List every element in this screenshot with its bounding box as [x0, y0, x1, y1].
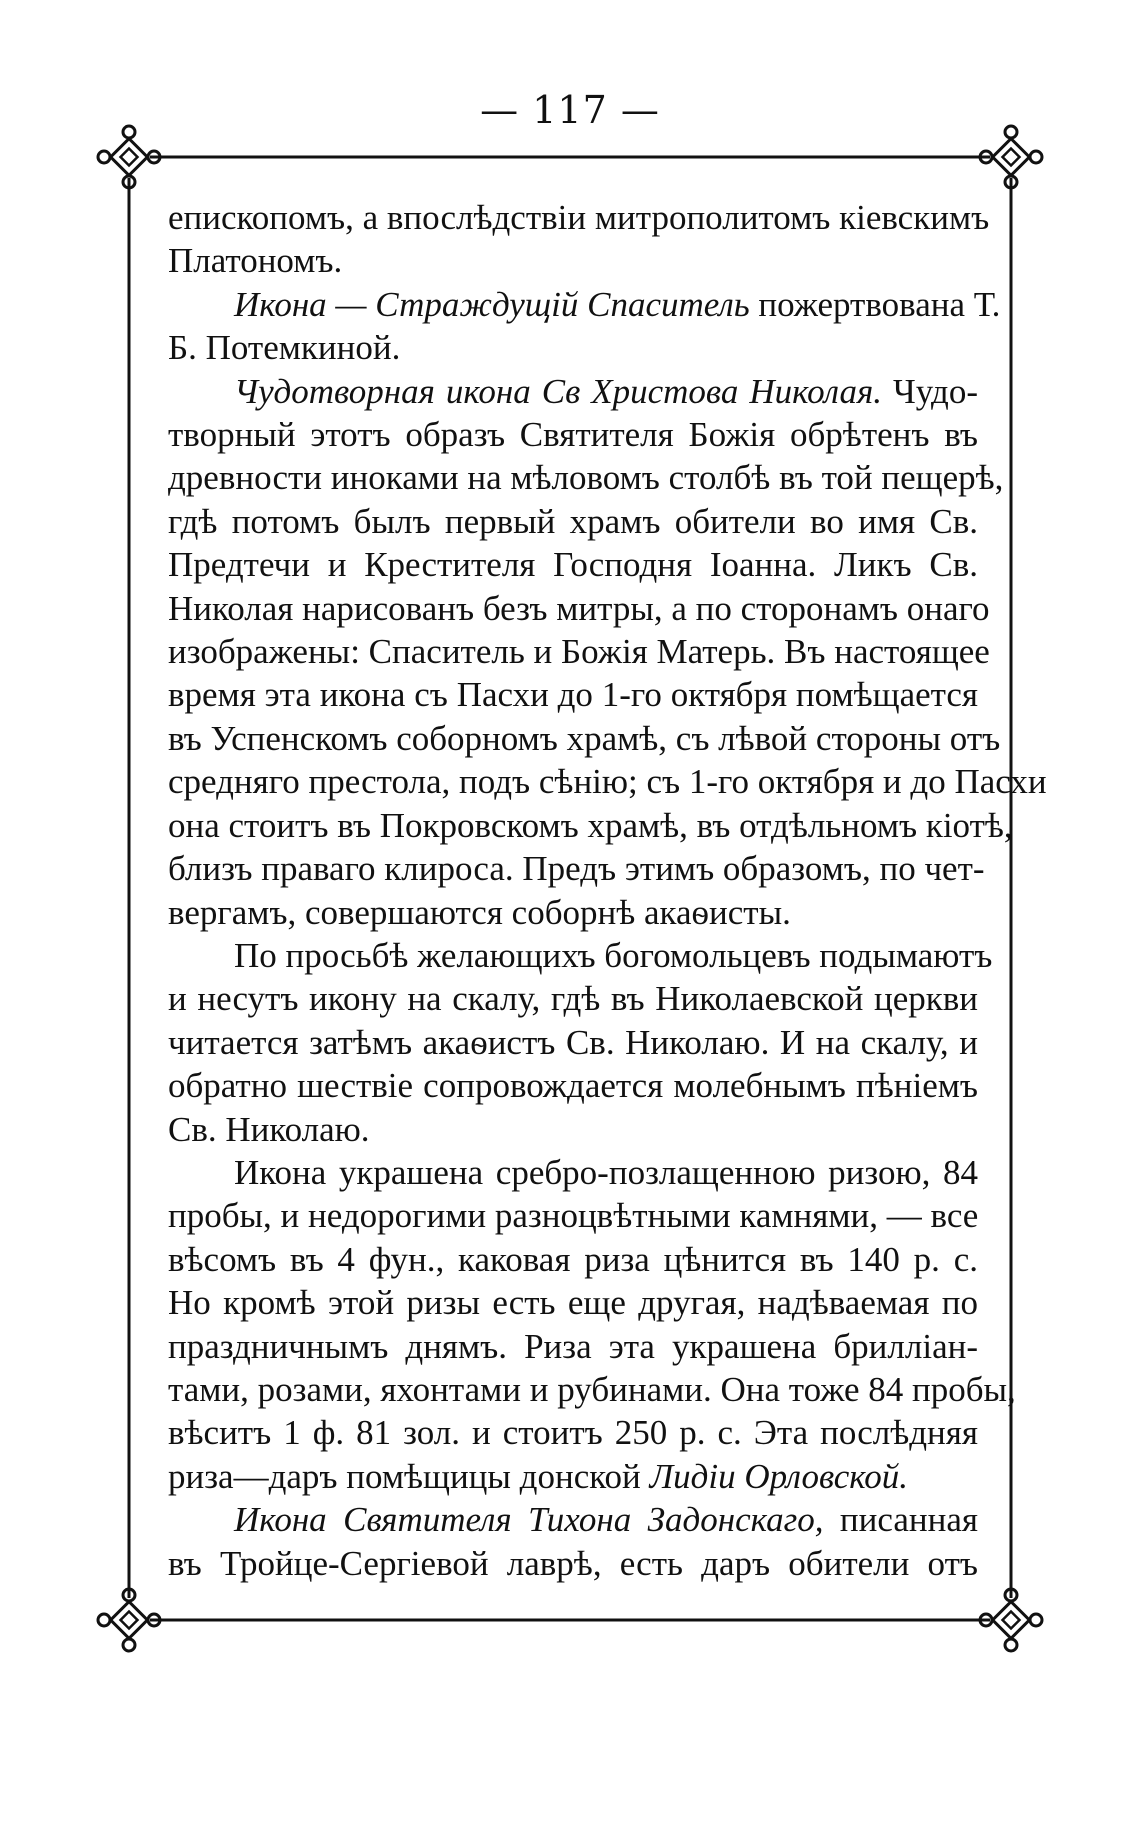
ornament-bottom-right-icon — [980, 1589, 1042, 1651]
text-line — [168, 1455, 978, 1498]
text-segment: она стоитъ въ Покровскомъ храмѣ, въ отдѣльномъ кіотѣ, — [168, 805, 1013, 845]
text-line — [168, 673, 978, 716]
text-segment: Б. Потемкиной. — [168, 328, 401, 368]
italic-text: Чудотворная икона Св Христова Николая. — [234, 371, 883, 411]
text-segment: вергамъ, совершаются соборнѣ акаѳисты. — [168, 892, 791, 932]
italic-text: Лидіи Орловской. — [649, 1456, 909, 1496]
ornament-bottom-left-icon — [98, 1589, 160, 1651]
text-line — [168, 1542, 978, 1585]
text-line — [168, 847, 985, 890]
text-segment: обратно шествіе сопровождается молебнымъ пѣніемъ — [168, 1066, 978, 1106]
text-line — [168, 1411, 978, 1454]
text-segment: изображены: Спаситель и Божія Матерь. Въ настоящее — [168, 632, 990, 672]
body-text — [168, 196, 1047, 1585]
text-segment: читается затѣмъ акаѳистъ Св. Николаю. И на скалу, и — [168, 1022, 978, 1062]
text-segment: пожертвована Т. — [749, 284, 1001, 324]
text-line — [168, 891, 978, 934]
ornament-top-left-icon — [98, 126, 160, 188]
italic-text: Икона Святителя Тихона Задонскаго, — [234, 1500, 824, 1540]
text-line — [168, 1238, 978, 1281]
text-segment: вѣсомъ въ 4 фун., каковая риза цѣнится въ 140 р. с. — [168, 1239, 978, 1279]
text-segment: Николая нарисованъ безъ митры, а по сторонамъ онаго — [168, 588, 990, 628]
text-segment: въ Тройце-Сергіевой лаврѣ, есть даръ обители отъ — [168, 1543, 978, 1583]
text-segment: писанная — [823, 1500, 978, 1540]
text-line — [168, 543, 978, 586]
text-segment: тами, розами, яхонтами и рубинами. Она тоже 84 пробы, — [168, 1369, 1016, 1409]
text-line — [168, 1194, 978, 1237]
text-segment: древности иноками на мѣловомъ столбѣ въ той пещерѣ, — [168, 458, 1004, 498]
text-line — [168, 1498, 978, 1541]
text-segment: вѣситъ 1 ф. 81 зол. и стоитъ 250 р. с. Эта послѣдняя — [168, 1413, 978, 1453]
text-line — [168, 934, 993, 977]
text-line — [168, 456, 1004, 499]
text-segment: близъ праваго клироса. Предъ этимъ образомъ, по чет- — [168, 849, 985, 889]
text-segment: Чудо- — [882, 371, 978, 411]
text-segment: Но кромѣ этой ризы есть еще другая, надѣваемая по — [168, 1283, 978, 1323]
text-line — [168, 1064, 978, 1107]
text-segment: праздничнымъ днямъ. Риза эта украшена бриллiан- — [168, 1326, 978, 1366]
page-number: — 117 — — [480, 88, 660, 132]
text-line — [168, 283, 1001, 326]
ornament-top-right-icon — [980, 126, 1042, 188]
text-segment: Св. Николаю. — [168, 1109, 370, 1149]
text-line — [168, 977, 978, 1020]
text-segment: гдѣ потомъ былъ первый храмъ обители во имя Св. — [168, 501, 978, 541]
text-line — [168, 326, 978, 369]
text-line — [168, 413, 978, 456]
text-line — [168, 1108, 978, 1151]
text-segment: Икона украшена сребро-позлащенною ризою, 84 — [234, 1152, 978, 1192]
text-line — [168, 717, 1001, 760]
text-line — [168, 804, 1013, 847]
text-segment: Предтечи и Крестителя Господня Іоанна. Ликъ Св. — [168, 545, 978, 585]
text-segment: творный этотъ образъ Святителя Божія обрѣтенъ въ — [168, 415, 978, 455]
text-segment: въ Успенскомъ соборномъ храмѣ, съ лѣвой стороны отъ — [168, 718, 1001, 758]
text-segment: епископомъ, а впослѣдствіи митрополитомъ кіевскимъ — [168, 198, 990, 237]
text-line — [168, 760, 1047, 803]
text-segment: По просьбѣ желающихъ богомольцевъ подымаютъ — [234, 935, 993, 975]
text-line — [168, 1368, 1016, 1411]
text-line — [168, 500, 978, 543]
text-line — [168, 196, 990, 239]
text-line — [168, 1151, 978, 1194]
italic-text: Икона — Страждущій Спаситель — [234, 284, 750, 324]
text-line — [168, 1281, 978, 1324]
text-segment: время эта икона съ Пасхи до 1-го октября помѣщается — [168, 675, 978, 715]
text-line — [168, 1021, 978, 1064]
text-segment: риза—даръ помѣщицы донской — [168, 1456, 650, 1496]
text-line — [168, 1325, 978, 1368]
text-line — [168, 370, 978, 413]
text-segment: Платономъ. — [168, 241, 343, 281]
text-segment: средняго престола, подъ сѣнію; съ 1-го октября и до Пасхи — [168, 762, 1047, 802]
text-segment: и несутъ икону на скалу, гдѣ въ Николаевской церкви — [168, 979, 978, 1019]
text-line — [168, 587, 990, 630]
text-segment: пробы, и недорогими разноцвѣтными камнями, — все — [168, 1196, 979, 1236]
text-line — [168, 239, 978, 282]
text-line — [168, 630, 990, 673]
